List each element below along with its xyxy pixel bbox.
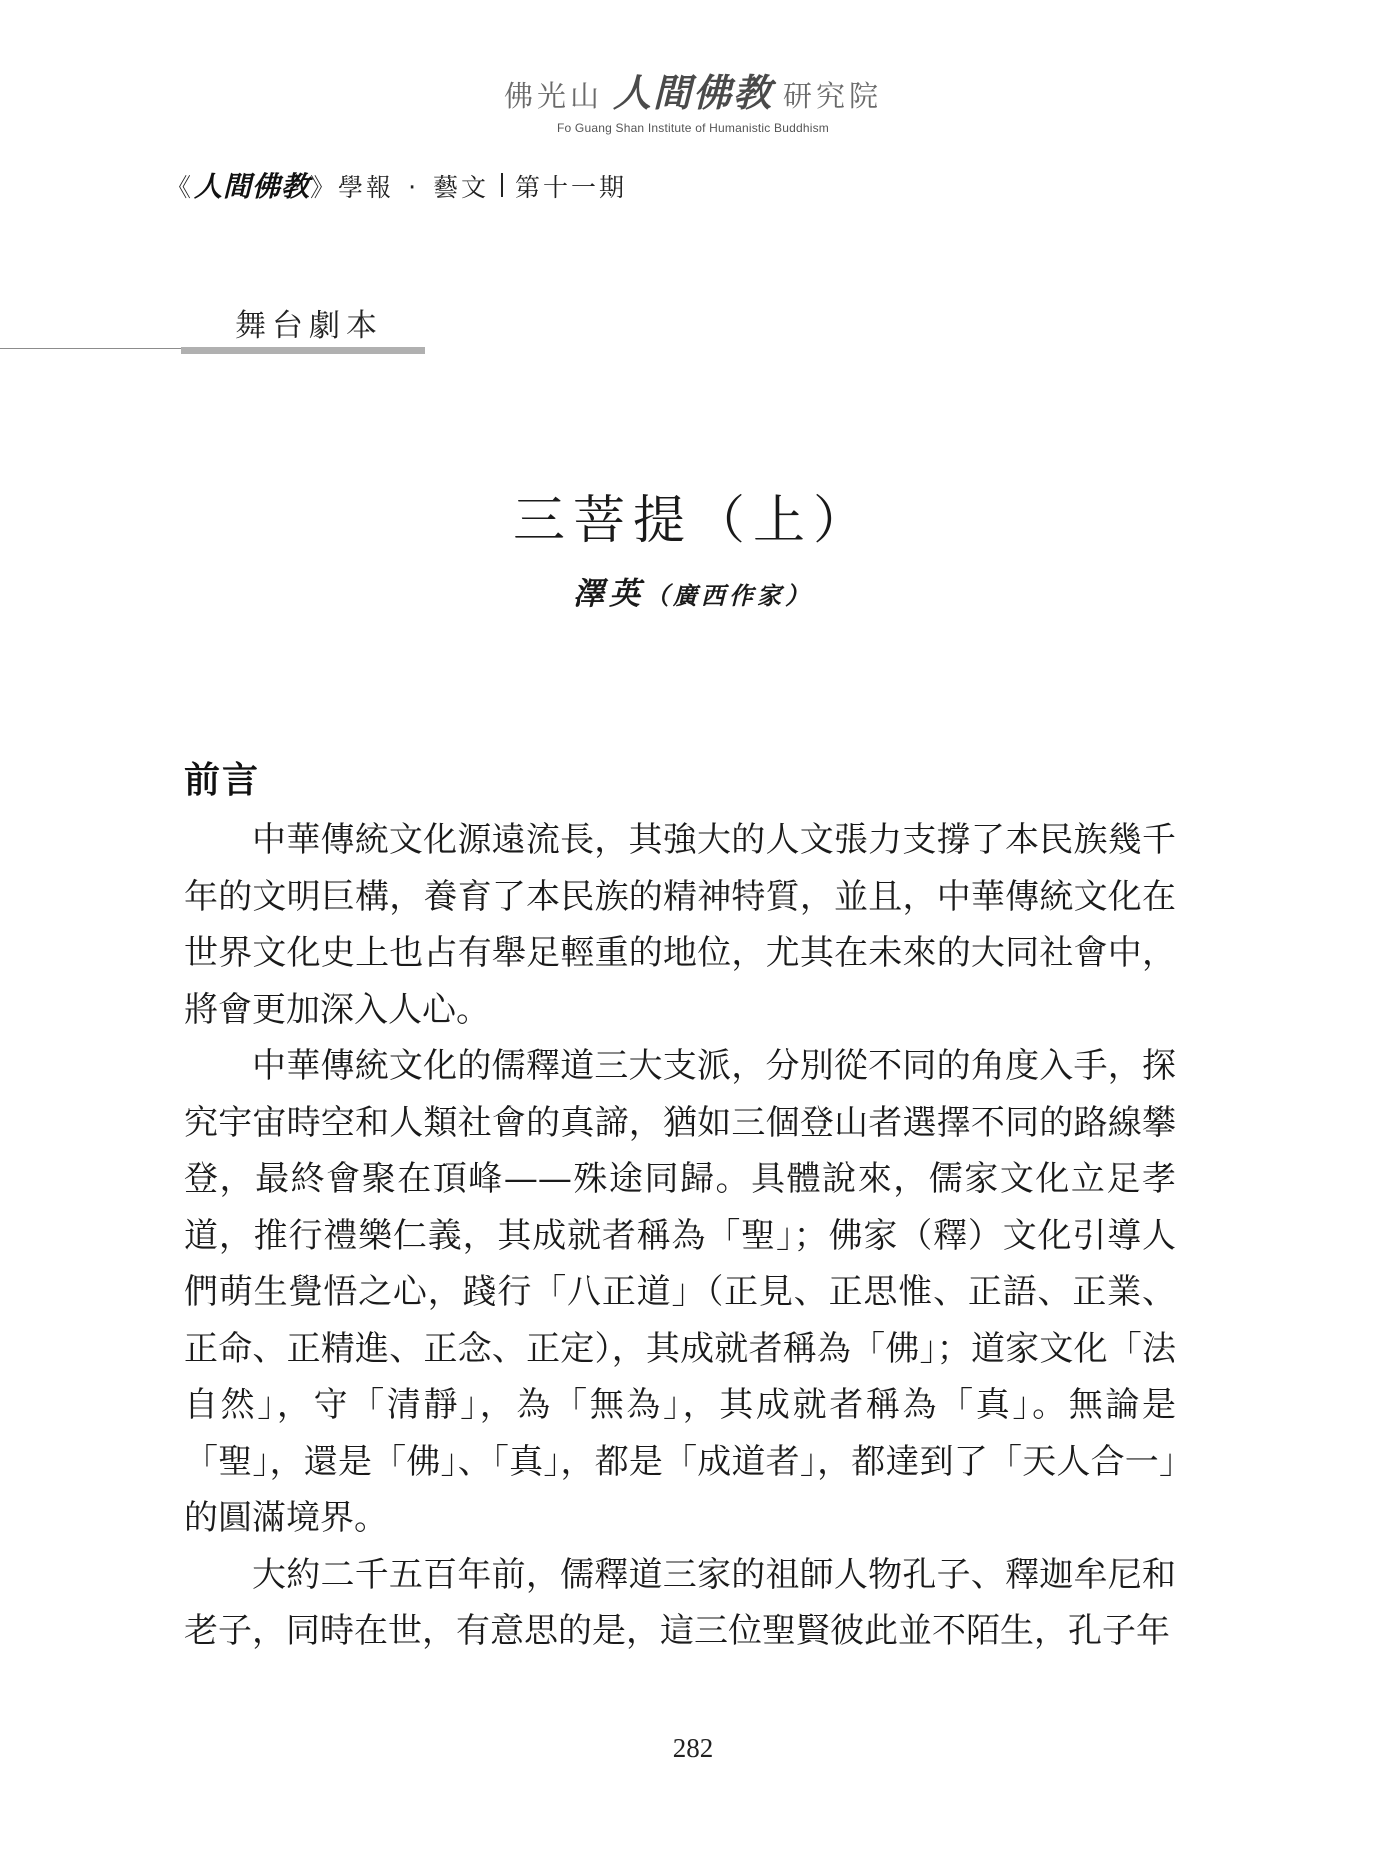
page-number: 282 [672, 1733, 714, 1763]
institute-english-name: Fo Guang Shan Institute of Humanistic Buddhism [556, 121, 829, 135]
journal-name: 學報 [338, 173, 395, 202]
journal-close-bracket: 》 [310, 173, 339, 202]
institute-suffix: 研究院 [783, 79, 883, 113]
paragraph: 大約二千五百年前，儒釋道三家的祖師人物孔子、釋迦牟尼和老子，同時在世，有意思的是，這三位聖賢彼此並不陌生，孔子年 [184, 1554, 1176, 1651]
section-divider-accent [181, 347, 425, 354]
author-name: 澤英 [573, 576, 645, 612]
journal-running-head [166, 165, 627, 205]
paragraph: 中華傳統文化源遠流長，其強大的人文張力支撐了本民族幾千年的文明巨構，養育了本民族的精神特質，並且，中華傳統文化在世界文化史上也占有舉足輕重的地位，尤其在未來的大同社會中，將會更加深入人心。 [184, 820, 1176, 1030]
journal-calligraphy: 人間佛教 [194, 170, 311, 203]
journal-open-bracket: 《 [166, 173, 195, 202]
journal-separator-dot: ‧ [408, 173, 420, 202]
institute-header [0, 62, 1386, 135]
institute-prefix: 佛光山 [503, 79, 603, 113]
article-title: 三菩提（上） [512, 491, 873, 551]
institute-calligraphy-logo: 人間佛教 [612, 70, 773, 115]
section-label: 舞台劇本 [235, 308, 383, 344]
section-heading: 前言 [184, 759, 261, 801]
paragraph: 中華傳統文化的儒釋道三大支派，分別從不同的角度入手，探究宇宙時空和人類社會的真諦，猶如三個登山者選擇不同的路線攀登，最終會聚在頂峰——殊途同歸。具體說來，儒家文化立足孝道，推行禮樂仁義，其成就者稱為「聖」；佛家（釋）文化引導人們萌生覺悟之心，踐行「八正道」（正見、正思惟、正語、正業、正命、正精進、正念、正定），其成就者稱為「佛」；道家文化「法自然」，守「清靜」，為「無為」，其成就者稱為「真」。無論是「聖」，還是「佛」、「真」，都是「成道者」，都達到了「天人合一」的圓滿境界。 [184, 1046, 1176, 1538]
journal-issue: 第十一期 [515, 173, 628, 202]
journal-divider [501, 173, 503, 197]
author-affiliation: （廣西作家） [645, 581, 813, 610]
institute-name [504, 62, 882, 117]
author-line [0, 568, 1386, 613]
body-text [184, 812, 1176, 1660]
journal-column: 藝文 [433, 173, 490, 202]
